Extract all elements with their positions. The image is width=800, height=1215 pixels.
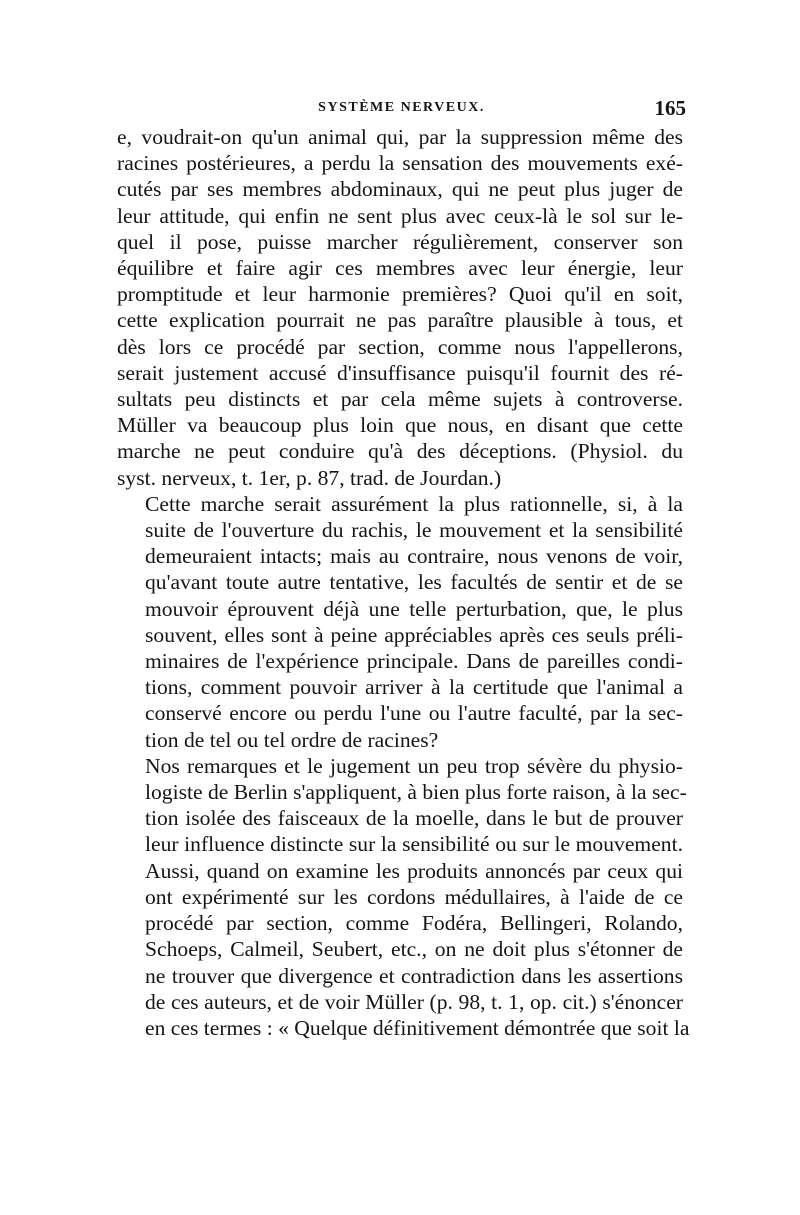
text-line: logiste de Berlin s'appliquent, à bien plus forte raison, à la sec- [145, 780, 687, 805]
text-line: sultats peu distincts et par cela même sujets à controverse. [117, 387, 683, 412]
text-line: ont expérimenté sur les cordons médullaires, à l'aide de ce [145, 884, 683, 909]
text-line: leur attitude, qui enfin ne sent plus avec ceux-là le sol sur le- [117, 203, 683, 228]
text-line: tions, comment pouvoir arriver à la certitude que l'animal a [145, 675, 683, 700]
text-line: souvent, elles sont à peine appréciables après ces seuls préli- [145, 622, 683, 647]
text-line: équilibre et faire agir ces membres avec leur énergie, leur [117, 256, 683, 281]
text-line: en ces termes : « Quelque définitivement démontrée que soit la [145, 1015, 690, 1040]
text-line: tion isolée des faisceaux de la moelle, dans le but de prouver [145, 806, 683, 831]
text-line: de ces auteurs, et de voir Müller (p. 98, t. 1, op. cit.) s'énoncer [145, 989, 683, 1014]
text-line: promptitude et leur harmonie premières? Quoi qu'il en soit, [117, 282, 683, 307]
text-line: tion de tel ou tel ordre de racines? [145, 727, 439, 752]
page-number: 165 [654, 96, 686, 120]
text-line: quel il pose, puisse marcher régulièrement, conserver son [117, 229, 683, 254]
text-line: qu'avant toute autre tentative, les facultés de sentir et de se [145, 570, 683, 595]
text-line: dès lors ce procédé par section, comme nous l'appellerons, [117, 334, 683, 359]
text-line: ne trouver que divergence et contradiction dans les assertions [145, 963, 683, 988]
text-line: procédé par section, comme Fodéra, Bellingeri, Rolando, [145, 911, 683, 936]
paragraph [117, 491, 683, 753]
text-line: demeuraient intacts; mais au contraire, nous venons de voir, [145, 544, 683, 569]
text-line: suite de l'ouverture du rachis, le mouvement et la sensibilité [145, 518, 683, 543]
text-line: Schoeps, Calmeil, Seubert, etc., on ne doit plus s'étonner de [145, 937, 683, 962]
paragraph [117, 124, 683, 491]
text-line: serait justement accusé d'insuffisance puisqu'il fournit des ré- [117, 360, 683, 385]
text-line: mouvoir éprouvent déjà une telle perturbation, que, le plus [145, 596, 683, 621]
text-line: Aussi, quand on examine les produits annoncés par ceux qui [145, 858, 683, 883]
text-line: Nos remarques et le jugement un peu trop sévère du physio- [145, 753, 683, 778]
text-line: conservé encore ou perdu l'une ou l'autre faculté, par la sec- [145, 701, 683, 726]
text-line: marche ne peut conduire qu'à des déceptions. (Physiol. du [117, 439, 683, 464]
text-line: cette explication pourrait ne pas paraître plausible à tous, et [117, 308, 683, 333]
body-text [117, 124, 690, 1041]
text-line: Cette marche serait assurément la plus rationnelle, si, à la [145, 491, 683, 516]
text-line: minaires de l'expérience principale. Dans de pareilles condi- [145, 649, 683, 674]
text-line: Müller va beaucoup plus loin que nous, en disant que cette [117, 413, 683, 438]
text-line: racines postérieures, a perdu la sensation des mouvements exé- [117, 151, 683, 176]
text-line: leur influence distincte sur la sensibilité ou sur le mouvement. [145, 832, 683, 857]
text-line: e, voudrait-on qu'un animal qui, par la suppression même des [117, 125, 683, 149]
text-line: cutés par ses membres abdominaux, qui ne peut plus juger de [117, 177, 683, 202]
page-header [117, 96, 686, 122]
paragraph [117, 753, 690, 1041]
text-line: syst. nerveux, t. 1er, p. 87, trad. de Jourdan.) [117, 465, 502, 490]
running-head: SYSTÈME NERVEUX. [318, 100, 485, 115]
